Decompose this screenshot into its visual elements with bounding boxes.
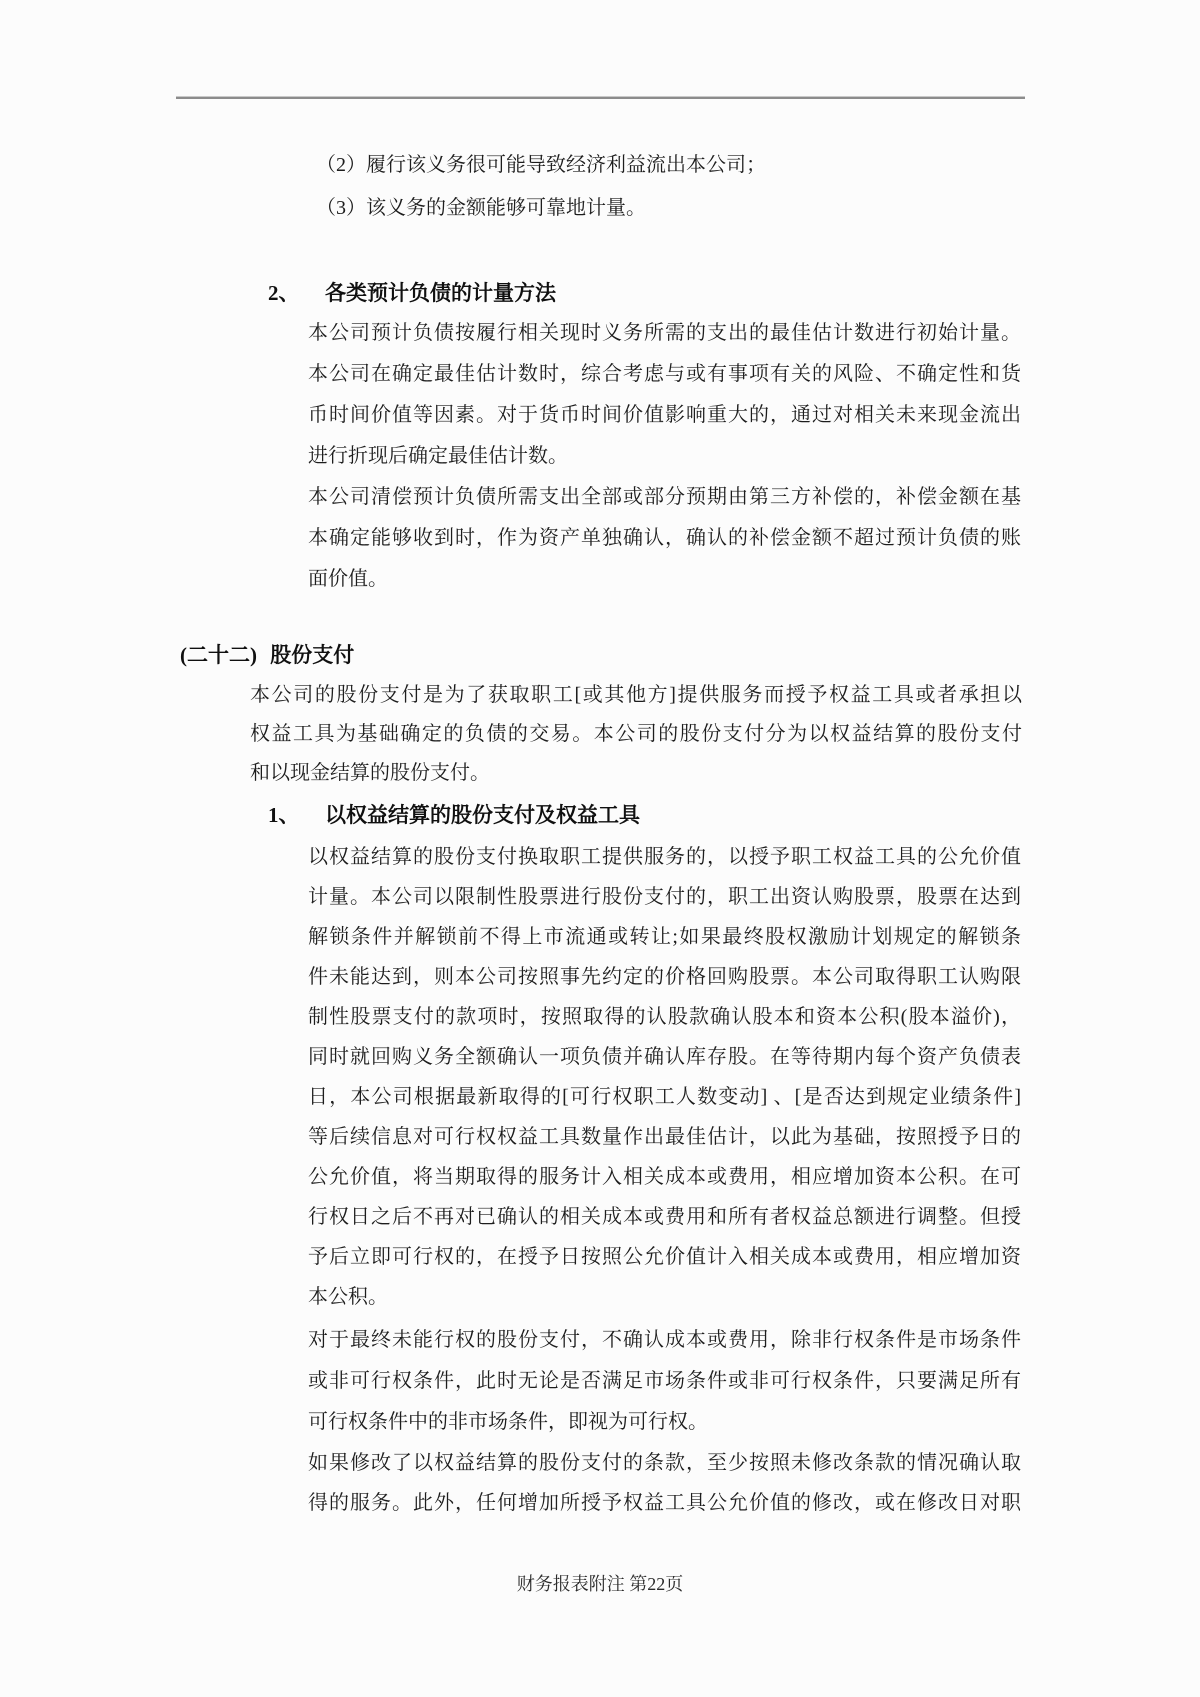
text-line: 币时间价值等因素。对于货币时间价值影响重大的，通过对相关未来现金流出 [308,404,1021,426]
section-number: (二十二) [180,643,257,667]
condition-item-2: （2）履行该义务很可能导致经济利益流出本公司； [316,154,766,176]
text-line: 日，本公司根据最新取得的[可行权职工人数变动] 、[是否达到规定业绩条件] [308,1086,1021,1108]
text-line: 对于最终未能行权的股份支付，不确认成本或费用，除非行权条件是市场条件 [308,1329,1021,1351]
text-line: 行权日之后不再对已确认的相关成本或费用和所有者权益总额进行调整。但授 [308,1206,1021,1228]
paragraph-provisions-initial-measurement [308,313,1021,477]
text-line: 面价值。 [308,568,388,590]
text-line: 本公司的股份支付是为了获取职工[或其他方]提供服务而授予权益工具或者承担以 [250,684,1022,706]
heading-equity-settled-share-payment [268,801,640,829]
page-footer: 财务报表附注 第22页 [516,1574,684,1594]
text-line: 等后续信息对可行权权益工具数量作出最佳估计，以此为基础，按照授予日的 [308,1126,1021,1148]
heading-title: 以权益结算的股份支付及权益工具 [325,803,640,827]
text-line: 本公司预计负债按履行相关现时义务所需的支出的最佳估计数进行初始计量。 [308,322,1021,344]
text-line: 予后立即可行权的，在授予日按照公允价值计入相关成本或费用，相应增加资 [308,1246,1021,1268]
paragraph-unvested-share-payment [308,1320,1021,1443]
heading-provisions-measurement [268,279,556,307]
heading-title: 各类预计负债的计量方法 [325,281,556,305]
text-line: 本公司清偿预计负债所需支出全部或部分预期由第三方补偿的，补偿金额在基 [308,486,1021,508]
text-line: 进行折现后确定最佳估计数。 [308,445,568,467]
paragraph-share-payment-intro [250,676,1022,793]
paragraph-equity-settled-measurement [308,837,1021,1317]
text-line: 可行权条件中的非市场条件，即视为可行权。 [308,1411,708,1433]
text-line: 解锁条件并解锁前不得上市流通或转让;如果最终股权激励计划规定的解锁条 [308,926,1021,948]
text-line: 本公司在确定最佳估计数时，综合考虑与或有事项有关的风险、不确定性和货 [308,363,1021,385]
header-divider-line [176,96,1025,99]
text-line: 本确定能够收到时，作为资产单独确认，确认的补偿金额不超过预计负债的账 [308,527,1021,549]
heading-number: 1、 [268,803,300,827]
condition-item-3: （3）该义务的金额能够可靠地计量。 [316,197,646,219]
heading-number: 2、 [268,281,300,305]
section-title: 股份支付 [270,643,355,667]
text-line: 本公积。 [308,1286,388,1308]
text-line: 得的服务。此外，任何增加所授予权益工具公允价值的修改，或在修改日对职 [308,1492,1021,1514]
text-line: 如果修改了以权益结算的股份支付的条款，至少按照未修改条款的情况确认取 [308,1452,1021,1474]
text-line: 和以现金结算的股份支付。 [250,762,490,784]
text-line: 件未能达到，则本公司按照事先约定的价格回购股票。本公司取得职工认购限 [308,966,1021,988]
text-line: 制性股票支付的款项时，按照取得的认股款确认股本和资本公积(股本溢价)， [308,1006,1021,1028]
text-line: 或非可行权条件，此时无论是否满足市场条件或非可行权条件，只要满足所有 [308,1370,1021,1392]
text-line: 同时就回购义务全额确认一项负债并确认库存股。在等待期内每个资产负债表 [308,1046,1021,1068]
text-line: 计量。本公司以限制性股票进行股份支付的，职工出资认购股票，股票在达到 [308,886,1021,908]
paragraph-modified-terms [308,1443,1021,1523]
text-line: 权益工具为基础确定的负债的交易。本公司的股份支付分为以权益结算的股份支付 [250,723,1022,745]
paragraph-provisions-third-party-compensation [308,477,1021,600]
text-line: 以权益结算的股份支付换取职工提供服务的，以授予职工权益工具的公允价值 [308,846,1021,868]
heading-section-22-share-payment [180,641,354,669]
text-line: 公允价值，将当期取得的服务计入相关成本或费用，相应增加资本公积。在可 [308,1166,1021,1188]
